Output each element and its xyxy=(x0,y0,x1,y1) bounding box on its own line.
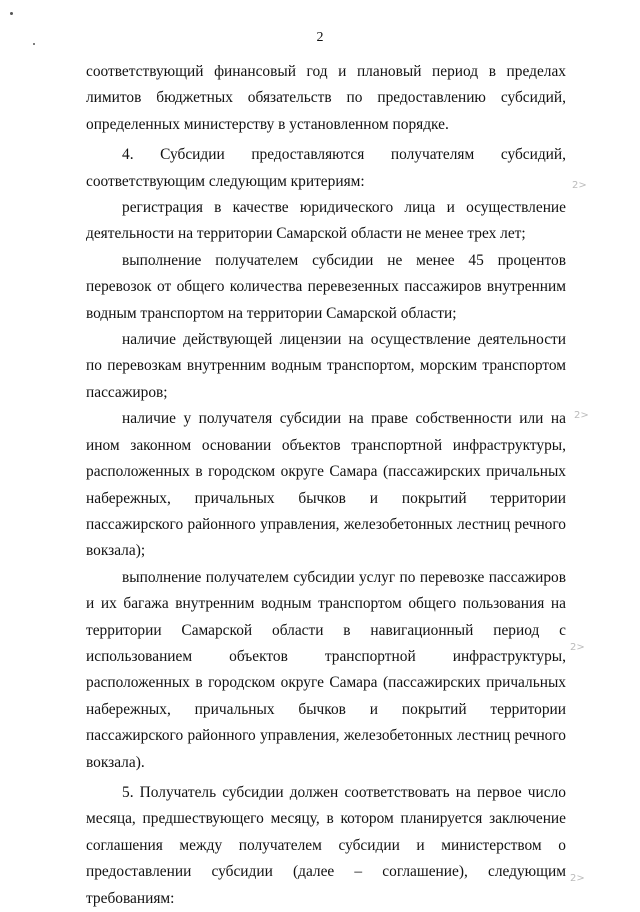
page-number: 2 xyxy=(316,30,324,45)
paragraph: 4. Субсидии предоставляются получателям субсидий, соответствующим следующим критериям: xyxy=(86,146,566,190)
margin-mark: 2> xyxy=(572,180,587,191)
document-body xyxy=(86,59,566,912)
paragraph: соответствующий финансовый год и плановый период в пределах лимитов бюджетных обязательств по предоставлению субсидий, определенных министерству в установленном порядке. xyxy=(86,63,566,133)
paragraph: выполнение получателем субсидии не менее 45 процентов перевозок от общего количества перевезенных пассажиров внутренним водным транспортом на территории Самарской области; xyxy=(86,251,566,322)
paragraph: регистрация в качестве юридического лица и осуществление деятельности на территории Самарской области не менее трех лет; xyxy=(86,199,566,243)
margin-mark: 2> xyxy=(570,873,585,884)
paragraph: 5. Получатель субсидии должен соответствовать на первое число месяца, предшествующего месяцу, в котором планируется заключение соглашения между получателем субсидии и министерством о предоставлении субсидии (далее – соглашение), следующим требованиям: xyxy=(86,783,566,907)
paragraph: выполнение получателем субсидии услуг по перевозке пассажиров и их багажа внутренним водным транспортом общего пользования на территории Самарской области в навигационный период с использованием объектов транспортной инфраструктуры, расположенных в городском округе Самара (пассажирских причальных набережных, причальных бычков и покрытий территории пассажирского районного управления, железобетонных лестниц речного вокзала). xyxy=(86,568,566,771)
paragraph: наличие у получателя субсидии на праве собственности или на ином законном основании объектов транспортной инфраструктуры, расположенных в городском округе Самара (пассажирских причальных набережных, причальных бычков и покрытий территории пассажирского районного управления, железобетонных лестниц речного вокзала); xyxy=(86,410,566,560)
margin-mark: 2> xyxy=(574,410,589,421)
scan-dot xyxy=(10,12,13,15)
paragraph: наличие действующей лицензии на осуществление деятельности по перевозкам внутренним водным транспортом, морским транспортом пассажиров; xyxy=(86,331,566,401)
margin-mark: 2> xyxy=(570,642,585,653)
